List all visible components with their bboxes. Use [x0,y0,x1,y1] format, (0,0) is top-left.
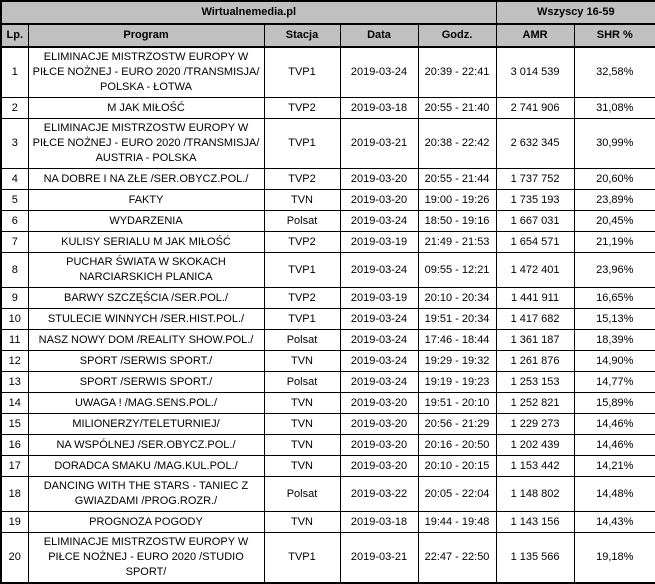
amr-cell: 1 361 187 [496,330,574,351]
column-header-row [1,24,655,47]
date-cell: 2019-03-24 [340,309,418,330]
date-cell: 2019-03-24 [340,351,418,372]
amr-cell: 1 135 566 [496,533,574,584]
time-cell: 20:55 - 21:40 [418,98,496,119]
table-row [1,351,655,372]
shr-cell: 15,13% [574,309,655,330]
station-cell: Polsat [264,372,340,393]
amr-cell: 1 441 911 [496,288,574,309]
time-cell: 20:38 - 22:42 [418,119,496,169]
time-cell: 09:55 - 12:21 [418,253,496,288]
date-cell: 2019-03-24 [340,47,418,98]
shr-cell: 14,21% [574,456,655,477]
time-cell: 19:00 - 19:26 [418,190,496,211]
date-cell: 2019-03-20 [340,190,418,211]
rank-cell: 17 [1,456,28,477]
amr-cell: 2 632 345 [496,119,574,169]
rank-cell: 2 [1,98,28,119]
shr-cell: 15,89% [574,393,655,414]
source-title: Wirtualnemedia.pl [1,1,496,24]
column-header-program: Program [28,24,264,47]
rank-cell: 7 [1,232,28,253]
program-cell: PUCHAR ŚWIATA W SKOKACH NARCIARSKICH PLANICA [28,253,264,288]
table-row [1,288,655,309]
amr-cell: 1 654 571 [496,232,574,253]
program-cell: ELIMINACJE MISTRZOSTW EUROPY W PIŁCE NOŻNEJ - EURO 2020 /TRANSMISJA/ AUSTRIA - POLSKA [28,119,264,169]
station-cell: TVP2 [264,98,340,119]
program-cell: PROGNOZA POGODY [28,512,264,533]
program-cell: MILIONERZY/TELETURNIEJ/ [28,414,264,435]
amr-cell: 2 741 906 [496,98,574,119]
table-row [1,253,655,288]
shr-cell: 19,18% [574,533,655,584]
station-cell: TVN [264,435,340,456]
time-cell: 21:49 - 21:53 [418,232,496,253]
column-header-godz: Godz. [418,24,496,47]
rank-cell: 3 [1,119,28,169]
station-cell: TVP2 [264,232,340,253]
date-cell: 2019-03-24 [340,253,418,288]
date-cell: 2019-03-19 [340,288,418,309]
table-row [1,393,655,414]
rank-cell: 16 [1,435,28,456]
shr-cell: 30,99% [574,119,655,169]
date-cell: 2019-03-21 [340,119,418,169]
time-cell: 20:05 - 22:04 [418,477,496,512]
time-cell: 20:55 - 21:44 [418,169,496,190]
program-cell: BARWY SZCZĘŚCIA /SER.POL./ [28,288,264,309]
program-cell: FAKTY [28,190,264,211]
time-cell: 19:51 - 20:34 [418,309,496,330]
time-cell: 19:29 - 19:32 [418,351,496,372]
date-cell: 2019-03-20 [340,169,418,190]
rank-cell: 8 [1,253,28,288]
amr-cell: 1 472 401 [496,253,574,288]
program-cell: WYDARZENIA [28,211,264,232]
shr-cell: 14,90% [574,351,655,372]
time-cell: 20:16 - 20:50 [418,435,496,456]
column-header-shr: SHR % [574,24,655,47]
rank-cell: 4 [1,169,28,190]
table-row [1,211,655,232]
table-row [1,456,655,477]
program-cell: UWAGA ! /MAG.SENS.POL./ [28,393,264,414]
rank-cell: 18 [1,477,28,512]
station-cell: TVN [264,414,340,435]
program-cell: NA WSPÓLNEJ /SER.OBYCZ.POL./ [28,435,264,456]
station-cell: TVP1 [264,119,340,169]
station-cell: TVP2 [264,169,340,190]
time-cell: 22:47 - 22:50 [418,533,496,584]
rank-cell: 14 [1,393,28,414]
rank-cell: 12 [1,351,28,372]
date-cell: 2019-03-19 [340,232,418,253]
station-cell: TVN [264,456,340,477]
table-row [1,47,655,98]
table-row [1,98,655,119]
program-cell: SPORT /SERWIS SPORT./ [28,351,264,372]
table-row [1,533,655,584]
station-cell: TVP1 [264,47,340,98]
shr-cell: 21,19% [574,232,655,253]
program-cell: DANCING WITH THE STARS - TANIEC Z GWIAZDAMI /PROG.ROZR./ [28,477,264,512]
amr-cell: 3 014 539 [496,47,574,98]
table-row [1,309,655,330]
table-title-row [1,1,655,24]
time-cell: 19:44 - 19:48 [418,512,496,533]
amr-cell: 1 202 439 [496,435,574,456]
table-row [1,372,655,393]
shr-cell: 14,46% [574,435,655,456]
program-cell: ELIMINACJE MISTRZOSTW EUROPY W PIŁCE NOŻNEJ - EURO 2020 /STUDIO SPORT/ [28,533,264,584]
table-row [1,169,655,190]
audience-group-title: Wszyscy 16-59 [496,1,655,24]
rank-cell: 5 [1,190,28,211]
program-cell: DORADCA SMAKU /MAG.KUL.POL./ [28,456,264,477]
amr-cell: 1 735 193 [496,190,574,211]
shr-cell: 31,08% [574,98,655,119]
time-cell: 20:39 - 22:41 [418,47,496,98]
amr-cell: 1 261 876 [496,351,574,372]
table-row [1,414,655,435]
amr-cell: 1 153 442 [496,456,574,477]
shr-cell: 20,60% [574,169,655,190]
station-cell: Polsat [264,330,340,351]
time-cell: 20:10 - 20:34 [418,288,496,309]
rank-cell: 6 [1,211,28,232]
amr-cell: 1 417 682 [496,309,574,330]
program-cell: STULECIE WINNYCH /SER.HIST.POL./ [28,309,264,330]
shr-cell: 18,39% [574,330,655,351]
column-header-data: Data [340,24,418,47]
column-header-lp: Lp. [1,24,28,47]
shr-cell: 32,58% [574,47,655,98]
time-cell: 20:10 - 20:15 [418,456,496,477]
station-cell: TVN [264,512,340,533]
date-cell: 2019-03-20 [340,393,418,414]
date-cell: 2019-03-18 [340,512,418,533]
rank-cell: 1 [1,47,28,98]
amr-cell: 1 253 153 [496,372,574,393]
date-cell: 2019-03-24 [340,372,418,393]
column-header-stacja: Stacja [264,24,340,47]
date-cell: 2019-03-24 [340,211,418,232]
station-cell: Polsat [264,477,340,512]
shr-cell: 14,43% [574,512,655,533]
time-cell: 20:56 - 21:29 [418,414,496,435]
amr-cell: 1 667 031 [496,211,574,232]
station-cell: TVP1 [264,309,340,330]
date-cell: 2019-03-20 [340,435,418,456]
shr-cell: 23,96% [574,253,655,288]
time-cell: 19:19 - 19:23 [418,372,496,393]
time-cell: 17:46 - 18:44 [418,330,496,351]
table-row [1,477,655,512]
rank-cell: 15 [1,414,28,435]
time-cell: 18:50 - 19:16 [418,211,496,232]
amr-cell: 1 143 156 [496,512,574,533]
time-cell: 19:51 - 20:10 [418,393,496,414]
date-cell: 2019-03-18 [340,98,418,119]
amr-cell: 1 229 273 [496,414,574,435]
shr-cell: 14,46% [574,414,655,435]
table-row [1,512,655,533]
date-cell: 2019-03-20 [340,414,418,435]
station-cell: Polsat [264,211,340,232]
table-row [1,119,655,169]
program-cell: SPORT /SERWIS SPORT./ [28,372,264,393]
table-row [1,232,655,253]
station-cell: TVP1 [264,253,340,288]
station-cell: TVN [264,393,340,414]
station-cell: TVN [264,190,340,211]
rank-cell: 11 [1,330,28,351]
rank-cell: 10 [1,309,28,330]
rank-cell: 20 [1,533,28,584]
rank-cell: 19 [1,512,28,533]
table-row [1,190,655,211]
rank-cell: 9 [1,288,28,309]
station-cell: TVP1 [264,533,340,584]
table-row [1,330,655,351]
date-cell: 2019-03-22 [340,477,418,512]
station-cell: TVN [264,351,340,372]
program-cell: KULISY SERIALU M JAK MIŁOŚĆ [28,232,264,253]
column-header-amr: AMR [496,24,574,47]
program-cell: NA DOBRE I NA ZŁE /SER.OBYCZ.POL./ [28,169,264,190]
program-cell: M JAK MIŁOŚĆ [28,98,264,119]
date-cell: 2019-03-21 [340,533,418,584]
amr-cell: 1 148 802 [496,477,574,512]
shr-cell: 20,45% [574,211,655,232]
station-cell: TVP2 [264,288,340,309]
shr-cell: 16,65% [574,288,655,309]
shr-cell: 14,48% [574,477,655,512]
amr-cell: 1 737 752 [496,169,574,190]
program-cell: NASZ NOWY DOM /REALITY SHOW.POL./ [28,330,264,351]
date-cell: 2019-03-20 [340,456,418,477]
program-cell: ELIMINACJE MISTRZOSTW EUROPY W PIŁCE NOŻNEJ - EURO 2020 /TRANSMISJA/ POLSKA - ŁOTWA [28,47,264,98]
date-cell: 2019-03-24 [340,330,418,351]
shr-cell: 14,77% [574,372,655,393]
amr-cell: 1 252 821 [496,393,574,414]
shr-cell: 23,89% [574,190,655,211]
rank-cell: 13 [1,372,28,393]
table-row [1,435,655,456]
